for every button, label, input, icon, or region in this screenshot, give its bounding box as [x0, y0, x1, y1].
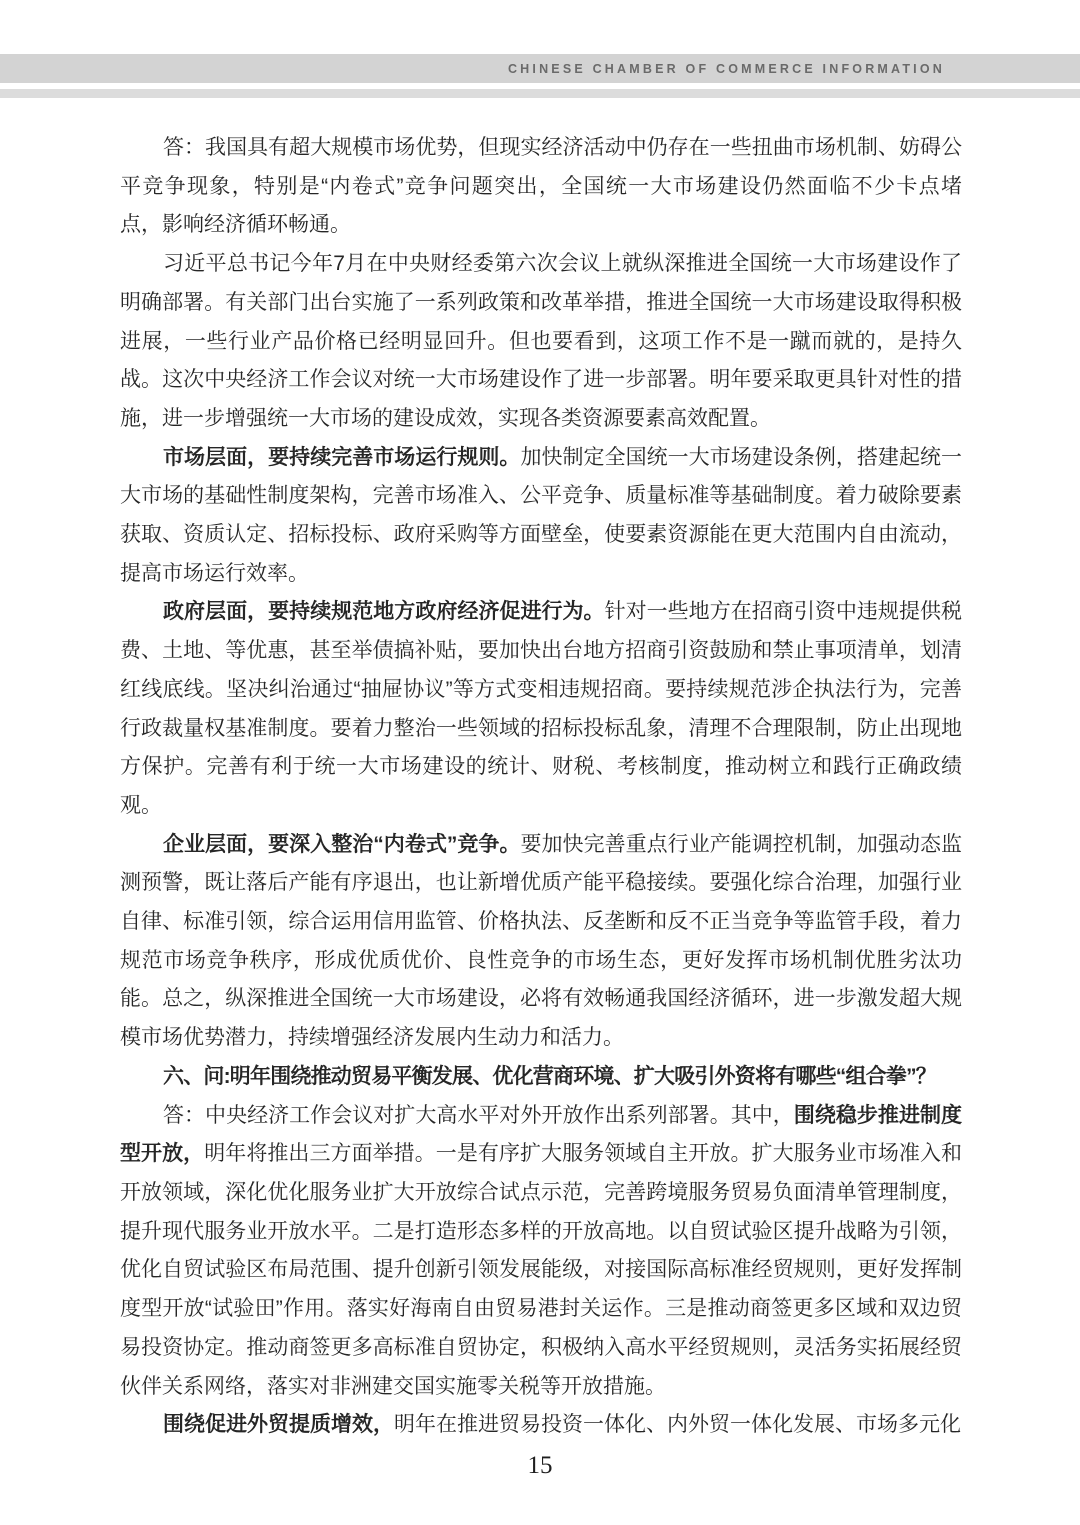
paragraph: [120, 1406, 962, 1445]
header-band: [0, 54, 1080, 83]
paragraph: [120, 1097, 962, 1407]
document-body: [120, 129, 983, 1445]
paragraph-bold-segment: 六、问:明年围绕推动贸易平衡发展、优化营商环境、扩大吸引外资将有哪些“组合拳”？: [163, 1064, 936, 1088]
paragraph: [120, 593, 962, 825]
paragraph: [120, 1058, 962, 1097]
page-number: 15: [527, 1452, 553, 1479]
header-band-secondary: [0, 89, 1080, 98]
header-banner-text: CHINESE CHAMBER OF COMMERCE INFORMATION: [507, 62, 945, 76]
paragraph-bold-segment: 围绕促进外贸提质增效，: [163, 1413, 394, 1437]
paragraph: [120, 439, 962, 594]
paragraph-bold-segment: 政府层面，要持续规范地方政府经济促进行为。: [163, 600, 605, 624]
paragraph-segment: 答：中央经济工作会议对扩大高水平对外开放作出系列部署。其中，: [163, 1103, 794, 1127]
paragraph-segment: 加快制定全国统一大市场建设条例，搭建起统一大市场的基础性制度架构，完善市场准入、公平竞争、质量标准等基础制度。着力破除要素获取、资质认定、招标投标、政府采购等方面壁垒，使要素资源能在更大范围内自由流动，提高市场运行效率。: [120, 445, 963, 585]
paragraph-segment: 要加快完善重点行业产能调控机制，加强动态监测预警，既让落后产能有序退出，也让新增优质产能平稳接续。要强化综合治理，加强行业自律、标准引领，综合运用信用监管、价格执法、反垄断和反不正当竞争等监管手段，着力规范市场竞争秩序，形成优质优价、良性竞争的市场生态，更好发挥市场机制优胜劣汰功能。总之，纵深推进全国统一大市场建设，必将有效畅通我国经济循环，进一步激发超大规模市场优势潜力，持续增强经济发展内生动力和活力。: [120, 832, 963, 1050]
paragraph-segment: 习近平总书记今年7月在中央财经委第六次会议上就纵深推进全国统一大市场建设作了明确部署。有关部门出台实施了一系列政策和改革举措，推进全国统一大市场建设取得积极进展，一些行业产品价格已经明显回升。但也要看到，这项工作不是一蹴而就的，是持久战。这次中央经济工作会议对统一大市场建设作了进一步部署。明年要采取更具针对性的措施，进一步增强统一大市场的建设成效，实现各类资源要素高效配置。: [120, 252, 962, 430]
paragraph: [120, 129, 983, 245]
paragraph-segment: 答：我国具有超大规模市场优势，但现实经济活动中仍存在一些扭曲市场机制、妨碍公平竞争现象，特别是“内卷式”竞争问题突出，全国统一大市场建设仍然面临不少卡点堵 点，影响经济循环畅通。: [120, 136, 983, 237]
paragraph-segment: 明年将推出三方面举措。一是有序扩大服务领域自主开放。扩大服务业市场准入和开放领域，深化优化服务业扩大开放综合试点示范，完善跨境服务贸易负面清单管理制度，提升现代服务业开放水平。二是打造形态多样的开放高地。以自贸试验区提升战略为引领，优化自贸试验区布局范围、提升创新引领发展能级，对接国际高标准经贸规则，更好发挥制度型开放“试验田”作用。落实好海南自由贸易港封关运作。三是推动商签更多区域和双边贸易投资协定。推动商签更多高标准自贸协定，积极纳入高水平经贸规则，灵活务实拓展经贸伙伴关系网络，落实对非洲建交国实施零关税等开放措施。: [120, 1142, 963, 1398]
paragraph-bold-segment: 围绕稳步推进制度型开放，: [120, 1103, 963, 1166]
paragraph: [120, 826, 962, 1058]
paragraph-bold-segment: 市场层面，要持续完善市场运行规则。: [163, 445, 521, 469]
paragraph-bold-segment: 企业层面，要深入整治“内卷式”竞争。: [163, 832, 521, 856]
paragraph-segment: 针对一些地方在招商引资中违规提供税费、土地、等优惠，甚至举债搞补贴，要加快出台地方招商引资鼓励和禁止事项清单，划清红线底线。坚决纠治通过“抽屉协议”等方式变相违规招商。要持续规范涉企执法行为，完善行政裁量权基准制度。要着力整治一些领域的招标投标乱象，清理不合理限制，防止出现地方保护。完善有利于统一大市场建设的统计、财税、考核制度，推动树立和践行正确政绩观。: [120, 600, 963, 817]
paragraph-segment: 明年在推进贸易投资一体化、内外贸一体化发展、市场多元化: [394, 1413, 961, 1437]
paragraph: [120, 245, 962, 439]
